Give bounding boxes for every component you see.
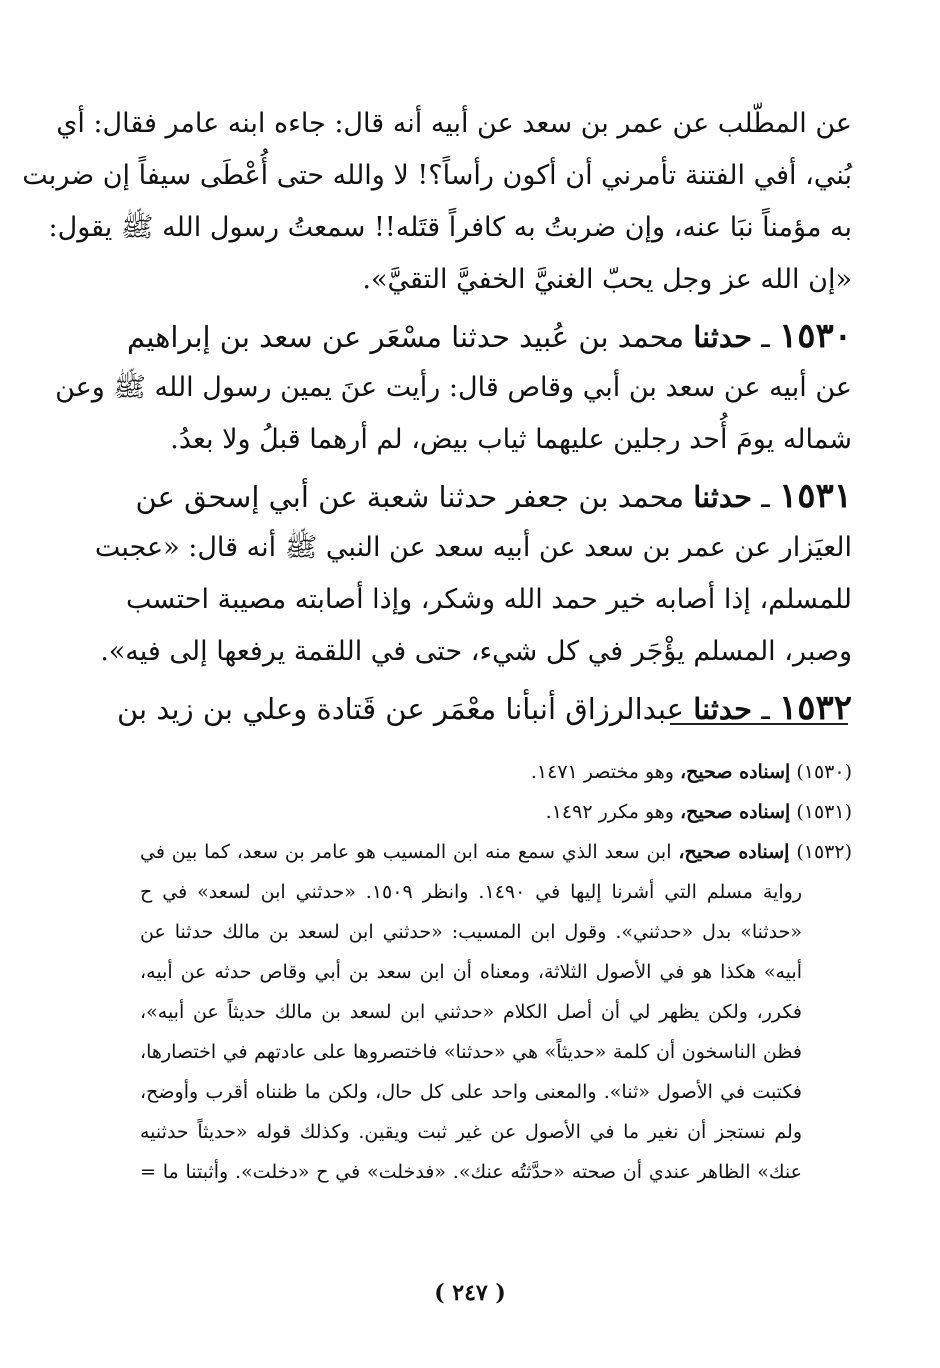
- footnote-line: «حدثنا» بدل «حدثني». وقول ابن المسيب: «حدثني ابن لسعد بن مالك حدثنا عن: [140, 921, 802, 943]
- heading-rest: عبدالرزاق أنبأنا معْمَر عن قَتادة وعلي بن زيد بن: [116, 692, 694, 726]
- footnote-line: فكرر، ولكن يظهر لي أن أصل الكلام «حدثني ابن لسعد بن مالك حديثاً عن أبيه»،: [140, 1001, 802, 1023]
- text-line: به مؤمناً نبَا عنه، وإن ضربتُ به كافراً قتَله!! سمعتُ رسول الله ﷺ يقول:: [48, 212, 852, 243]
- hadith-1531-heading: [135, 470, 852, 522]
- hadith-number: ١٥٣٢: [778, 688, 852, 728]
- footnote-text: ابن سعد الذي سمع منه ابن المسيب هو عامر بن سعد، كما بين في: [140, 841, 679, 863]
- footnote-line: فظن الناسخون أن كلمة «حديثاً» هي «حدثنا» فاختصروها على عادتهم في اختصارها،: [140, 1041, 802, 1063]
- footnote-grade: إسناده صحيح،: [680, 801, 791, 823]
- text-line: عن أبيه عن سعد بن أبي وقاص قال: رأيت عنَ يمين رسول الله ﷺ وعن: [55, 372, 852, 403]
- heading-rest: محمد بن عُبيد حدثنا مسْعَر عن سعد بن إبراهيم: [127, 320, 694, 354]
- text-line: شماله يومَ أُحد رجلين عليهما ثياب بيض، لم أرهما قبلُ ولا بعدُ.: [170, 424, 852, 455]
- heading-rest: محمد بن جعفر حدثنا شعبة عن أبي إسحق عن: [135, 480, 694, 514]
- footnote-1530: [140, 752, 852, 792]
- page-number: ( ٢٤٧ ): [434, 1280, 506, 1306]
- footnote-text: وهو مكرر ١٤٩٢.: [545, 801, 680, 823]
- keyword: حدثنا: [693, 480, 753, 514]
- text-line: عن المطّلب عن عمر بن سعد عن أبيه أنه قال: جاءه ابنه عامر فقال: أي: [56, 108, 852, 139]
- footnote-line: عنك» الظاهر عندي أن صحته «حدَّثتُه عنك». «فدخلت» في ح «دخلت». وأثبتنا ما =: [140, 1161, 802, 1183]
- footnote-ref: (١٥٣٠): [796, 761, 852, 783]
- hadith-number: ١٥٣١: [778, 476, 852, 516]
- keyword: حدثنا: [693, 320, 753, 354]
- footnote-line: رواية مسلم التي أشرنا إليها في ١٤٩٠. وانظر ١٥٠٩. «حدثني ابن لسعد» في ح: [140, 881, 802, 903]
- footnote-line: فكتبت في الأصول «ثنا». والمعنى واحد على كل حال، ولكن ما ظنناه أقرب وأوضح،: [140, 1081, 802, 1103]
- text-line: وصبر، المسلم يؤْجَر في كل شيء، حتى في اللقمة يرفعها إلى فيه».: [100, 636, 852, 667]
- footnote-ref: (١٥٣٢): [796, 841, 852, 863]
- hadith-1530-heading: [127, 310, 852, 362]
- hadith-number: ١٥٣٠: [778, 316, 852, 356]
- keyword: حدثنا: [693, 692, 753, 726]
- main-text: [22, 98, 852, 734]
- separator: ـ: [752, 480, 779, 514]
- footnote-1531: [140, 792, 852, 832]
- text-line: «إن الله عز وجل يحبّ الغنيَّ الخفيَّ التقيَّ».: [362, 264, 852, 295]
- footnote-grade: إسناده صحيح،: [678, 841, 790, 863]
- separator: ـ: [752, 692, 779, 726]
- footnote-grade: إسناده صحيح،: [680, 761, 791, 783]
- footnote-text: وهو مختصر ١٤٧١.: [530, 761, 680, 783]
- text-line: للمسلم، إذا أصابه خير حمد الله وشكر، وإذا أصابته مصيبة احتسب: [126, 584, 852, 615]
- footnote-ref: (١٥٣١): [796, 801, 852, 823]
- footnotes: [140, 752, 852, 1192]
- text-line: بُني، أفي الفتنة تأمرني أن أكون رأساً؟! لا والله حتى أُعْطَى سيفاً إن ضربت: [22, 160, 852, 191]
- separator: ـ: [752, 320, 779, 354]
- footnote-1532: [140, 832, 852, 872]
- footnote-divider: [670, 723, 848, 725]
- text-line: العيَزار عن عمر بن سعد عن أبيه سعد عن النبي ﷺ أنه قال: «عجبت: [94, 532, 852, 563]
- footnote-line: ولم نستجز أن نغير ما في الأصول عن غير ثبت ويقين. وكذلك قوله «حديثاً حدثنيه: [140, 1121, 802, 1143]
- hadith-1532-heading: [116, 682, 852, 734]
- footnote-line: أبيه» هكذا هو في الأصول الثلاثة، ومعناه أن ابن سعد بن أبي وقاص حدثه عن أبيه،: [140, 961, 802, 983]
